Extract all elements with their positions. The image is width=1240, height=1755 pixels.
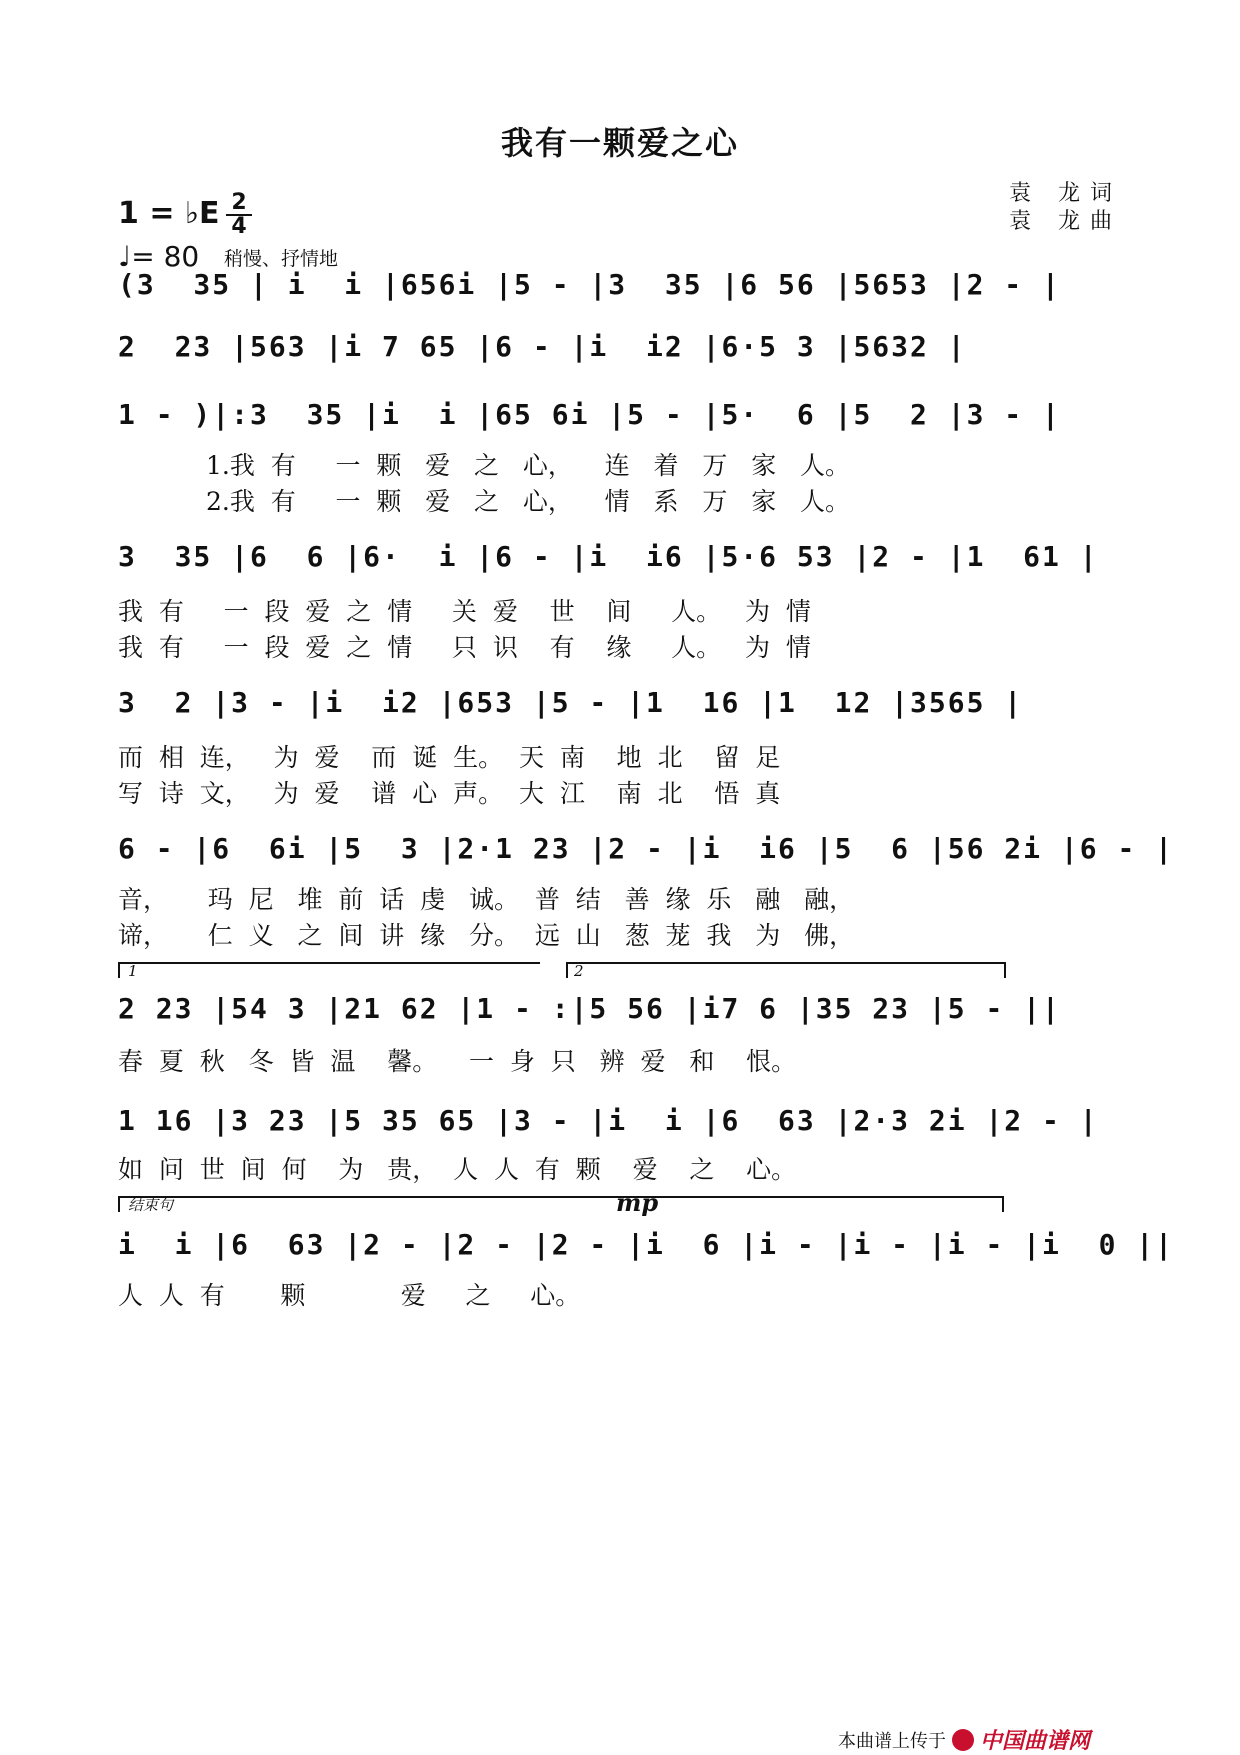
staff-system-9	[118, 1228, 1175, 1268]
staff-system-6	[118, 832, 1175, 872]
lyricist-credit: 袁 龙词	[1009, 181, 1122, 206]
notation-line: 2 23 |54 3 |21 62 |1 - :|5 56 |i7 6 |35 23 |5 - ||	[118, 992, 1061, 1025]
lyric-line: 我 有 一 段 爱 之 情 关 爱 世 间 人。 为 情	[118, 597, 811, 626]
notation-line: 3 35 |6 6 |6· i |6 - |i i6 |5·6 53 |2 - |1 61 |	[118, 540, 1099, 573]
staff-system-8	[118, 1104, 1122, 1144]
lyric-line: 而 相 连， 为 爱 而 诞 生。 天 南 地 北 留 足	[118, 743, 781, 772]
lyric-line: 人 人 有 颗 爱 之 心。	[118, 1281, 581, 1310]
time-signature-top: 2	[231, 190, 247, 215]
time-signature	[226, 190, 252, 239]
lyric-line: 1.我 有 一 颗 爱 之 心， 连 着 万 家 人。	[206, 451, 851, 480]
score-title: 我有一颗爱之心	[500, 124, 739, 162]
site-logo-icon	[952, 1729, 974, 1751]
lyric-line: 春 夏 秋 冬 皆 温 馨。 一 身 只 辨 爱 和 恨。	[118, 1047, 797, 1076]
coda-bracket	[118, 1196, 1004, 1212]
notation-line: (3 35 | i i |656i |5 - |3 35 |6 56 |5653 |2 - |	[118, 268, 1061, 301]
upload-text: 本曲谱上传于	[837, 1730, 946, 1752]
notation-line: 6 - |6 6i |5 3 |2·1 23 |2 - |i i6 |5 6 |56 2i |6 - |	[118, 832, 1175, 865]
lyric-line: 谛， 仁 义 之 间 讲 缘 分。 远 山 葱 茏 我 为 佛，	[118, 921, 855, 950]
staff-system-3	[118, 398, 1122, 438]
staff-system-4	[118, 540, 1122, 580]
key-signature: 1 = ♭E	[118, 196, 220, 231]
composer-credit: 袁 龙曲	[1009, 209, 1122, 234]
lyric-line: 我 有 一 段 爱 之 情 只 识 有 缘 人。 为 情	[118, 633, 811, 662]
notation-line: 2 23 |563 |i 7 65 |6 - |i i2 |6·5 3 |5632 |	[118, 330, 967, 363]
lyric-line: 音， 玛 尼 堆 前 话 虔 诚。 普 结 善 缘 乐 融 融，	[118, 885, 855, 914]
time-signature-bottom: 4	[231, 214, 247, 239]
site-name[interactable]: 中国曲谱网	[979, 1729, 1090, 1754]
notation-line: 3 2 |3 - |i i2 |653 |5 - |1 16 |1 12 |3565 |	[118, 686, 1024, 719]
volta-label-1: 1	[128, 962, 138, 980]
notation-line: 1 16 |3 23 |5 35 65 |3 - |i i |6 63 |2·3 2i |2 - |	[118, 1104, 1099, 1137]
staff-system-2	[118, 330, 1122, 370]
lyric-line: 写 诗 文， 为 爱 谱 心 声。 大 江 南 北 悟 真	[118, 779, 781, 808]
notation-line: i i |6 63 |2 - |2 - |2 - |i 6 |i - |i - |i - |i 0 ||	[118, 1228, 1175, 1261]
staff-system-1	[118, 268, 1122, 308]
coda-label: 结束句	[128, 1196, 174, 1214]
staff-system-5	[118, 686, 1122, 726]
dynamic-marking: mp	[616, 1188, 659, 1217]
volta-label-2: 2	[574, 962, 584, 980]
volta-bracket-1	[118, 962, 540, 978]
site-footer	[838, 1724, 1090, 1755]
staff-system-7	[118, 992, 1122, 1032]
notation-line: 1 - )|:3 35 |i i |65 6i |5 - |5· 6 |5 2 |3 - |	[118, 398, 1061, 431]
lyric-line: 2.我 有 一 颗 爱 之 心， 情 系 万 家 人。	[206, 487, 851, 516]
volta-bracket-2	[566, 962, 1006, 978]
lyric-line: 如 问 世 间 何 为 贵， 人 人 有 颗 爱 之 心。	[118, 1155, 797, 1184]
expression-marking: 稍慢、抒情地	[224, 248, 339, 270]
tempo-marking: ♩= 80	[118, 240, 200, 273]
